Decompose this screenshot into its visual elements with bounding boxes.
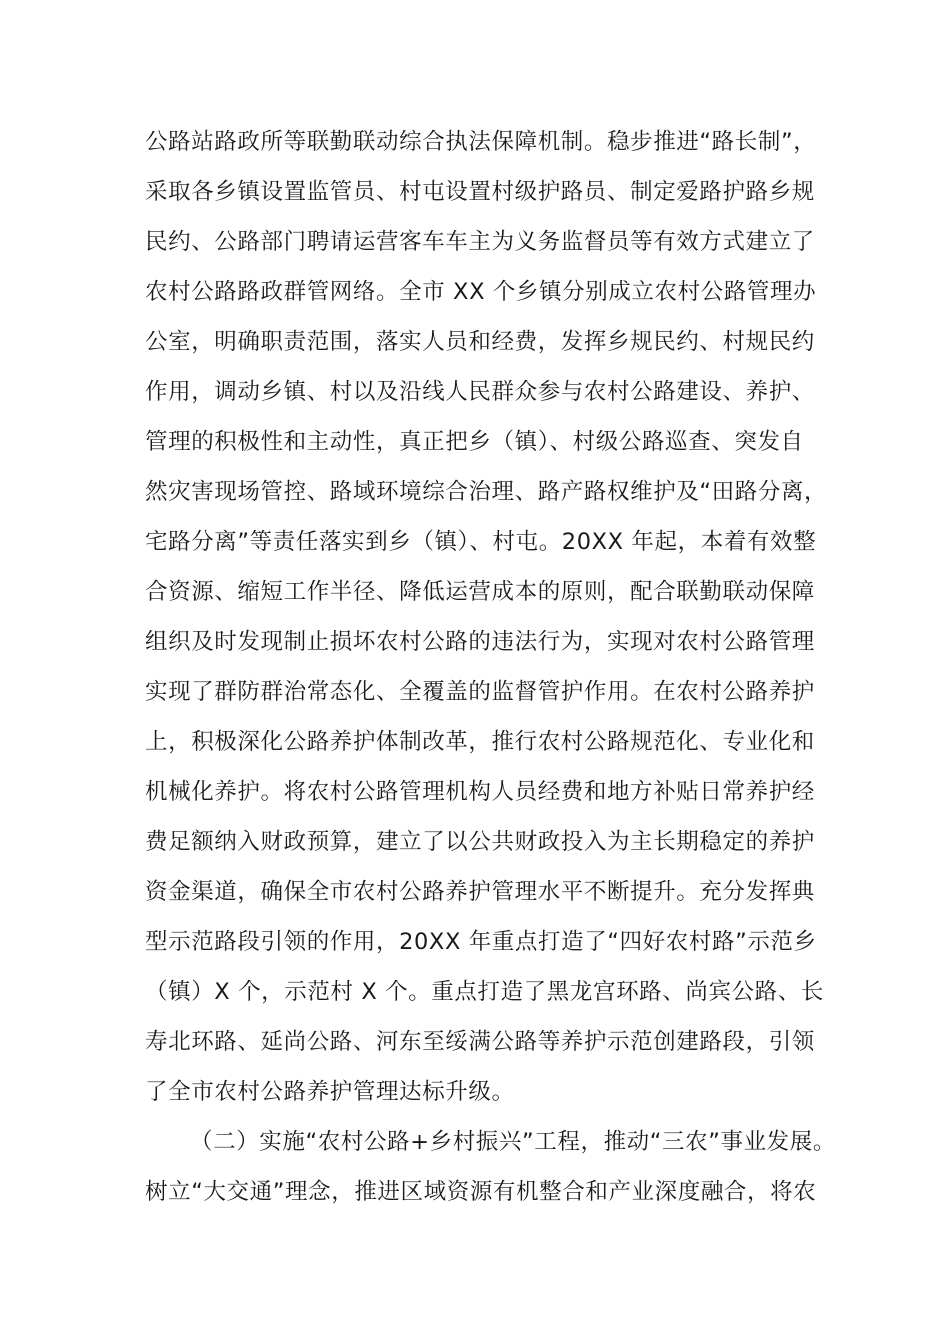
text-line: 民约、公路部门聘请运营客车车主为义务监督员等有效方式建立了 [145,229,815,255]
section-heading-line: （二）实施“农村公路+乡村振兴”工程，推动“三农”事业发展。 [190,1129,836,1155]
text-line: 合资源、缩短工作半径、降低运营成本的原则，配合联勤联动保障 [145,579,815,605]
text-line: 公室，明确职责范围，落实人员和经费，发挥乡规民约、村规民约 [145,329,815,355]
text-line: 宅路分离”等责任落实到乡（镇）、村屯。20XX 年起，本着有效整 [145,529,817,555]
text-line: 管理的积极性和主动性，真正把乡（镇）、村级公路巡查、突发自 [145,429,804,455]
text-line: 资金渠道，确保全市农村公路养护管理水平不断提升。充分发挥典 [145,879,815,905]
text-line: 了全市农村公路养护管理达标升级。 [145,1079,515,1105]
text-line: 机械化养护。将农村公路管理机构人员经费和地方补贴日常养护经 [145,779,815,805]
text-line: 公路站路政所等联勤联动综合执法保障机制。稳步推进“路长制”， [145,129,817,155]
text-line: 然灾害现场管控、路域环境综合治理、路产路权维护及“田路分离， [145,479,828,505]
text-line: 型示范路段引领的作用，20XX 年重点打造了“四好农村路”示范乡 [145,929,817,955]
text-line: 农村公路路政群管网络。全市 XX 个乡镇分别成立农村公路管理办 [145,279,817,305]
text-line: 树立“大交通”理念，推进区域资源有机整合和产业深度融合，将农 [145,1179,817,1205]
text-line: 寿北环路、延尚公路、河东至绥满公路等养护示范创建路段，引领 [145,1029,815,1055]
text-line: 采取各乡镇设置监管员、村屯设置村级护路员、制定爱路护路乡规 [145,179,815,205]
text-line: 组织及时发现制止损坏农村公路的违法行为，实现对农村公路管理 [145,629,815,655]
text-line: 费足额纳入财政预算，建立了以公共财政投入为主长期稳定的养护 [145,829,815,855]
text-line: 作用，调动乡镇、村以及沿线人民群众参与农村公路建设、养护、 [145,379,815,405]
text-line: 上，积极深化公路养护体制改革，推行农村公路规范化、专业化和 [145,729,815,755]
text-line: 实现了群防群治常态化、全覆盖的监督管护作用。在农村公路养护 [145,679,815,705]
text-line: （镇）X 个，示范村 X 个。重点打造了黑龙宫环路、尚宾公路、长 [145,979,824,1005]
